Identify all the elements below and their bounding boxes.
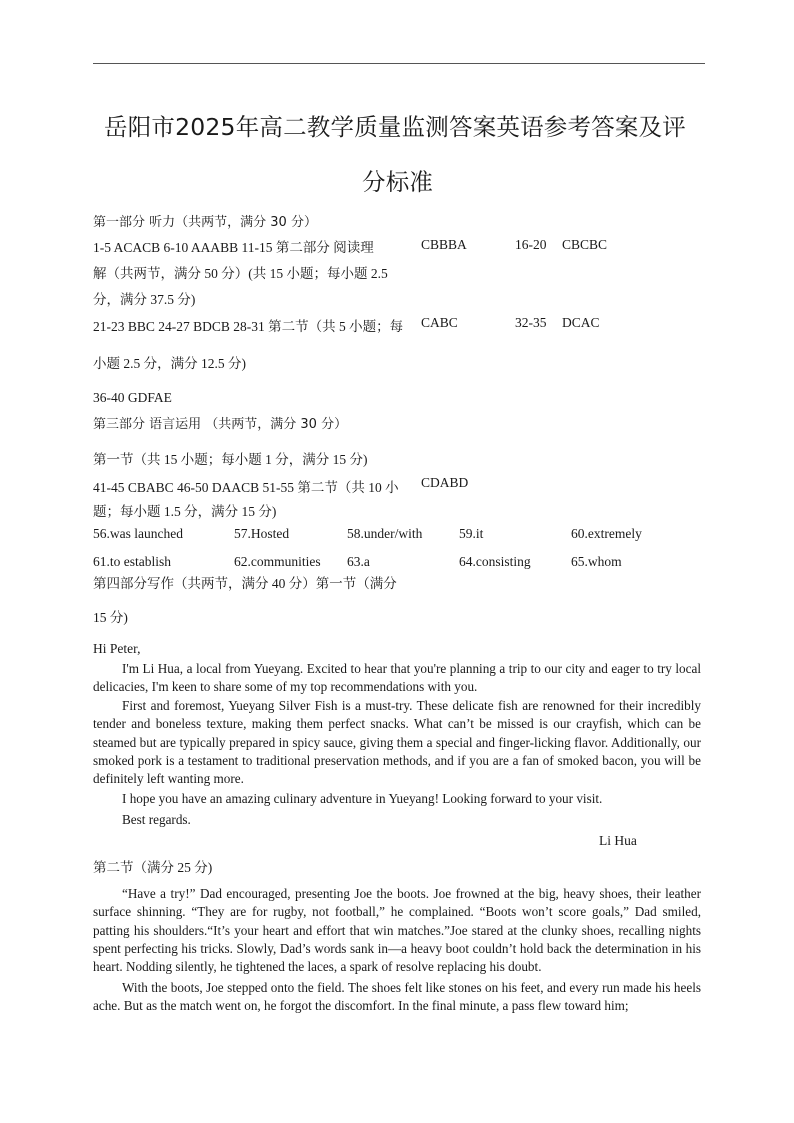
answer-64: 64.consisting <box>459 554 531 569</box>
part4-heading-continued: 15 分) <box>93 610 128 625</box>
part1-line1: 1-5 ACACB 6-10 AAABB 11-15 第二部分 阅读理 <box>93 240 374 255</box>
answer-58: 58.under/with <box>347 526 423 541</box>
letter-signature: Li Hua <box>599 833 637 848</box>
part1-answer-dcac: DCAC <box>562 315 600 330</box>
part3-heading: 第三部分 语言运用 （共两节，满分 30 分） <box>93 417 348 432</box>
story-paragraph-2: With the boots, Joe stepped onto the field. The shoes felt like stones on his feet, and every run made his heels ache. But as the match went on, he forgot the discomfort. In the final minute, a pass flew toward him; <box>93 980 701 1014</box>
part3-line2: 题；每小题 1.5 分，满分 15 分) <box>93 504 277 519</box>
answer-60: 60.extremely <box>571 526 642 541</box>
top-rule <box>93 63 705 64</box>
part1-line2: 解（共两节，满分 50 分）(共 15 小题；每小题 2.5 <box>93 266 388 281</box>
letter-closing: Best regards. <box>122 812 191 827</box>
part1-heading: 第一部分 听力（共两节，满分 30 分） <box>93 215 317 230</box>
answer-56: 56.was launched <box>93 526 183 541</box>
part1-line3: 分，满分 37.5 分) <box>93 292 196 307</box>
part1-range-32-35: 32-35 <box>515 315 547 330</box>
part1-answer-cbbba: CBBBA <box>421 237 467 252</box>
part1-range-16-20: 16-20 <box>515 237 547 252</box>
answer-62: 62.communities <box>234 554 321 569</box>
answer-57: 57.Hosted <box>234 526 290 541</box>
part3-answer-cdabd: CDABD <box>421 475 469 490</box>
answer-61: 61.to establish <box>93 554 171 569</box>
part4-section2: 第二节（满分 25 分) <box>93 860 213 875</box>
letter-greeting: Hi Peter, <box>93 641 141 656</box>
letter-paragraph-1: I'm Li Hua, a local from Yueyang. Excited to hear that you're planning a trip to our city and eager to try local delicacies, I'm keen to share some of my top recommendations with you. <box>93 661 701 695</box>
story-paragraph-1: “Have a try!” Dad encouraged, presenting Joe the boots. Joe frowned at the big, heavy shoes, their leather surface shinning. “They are for rugby, not football,” he complained. “Boots won’t score goals,” Dad smiled, patting his shoulders.“It’s your heart and effort that win matches.”Joe stared at the clunky shoes, recalling nights spent perfecting his tricks. Slowly, Dad’s words sank in—a heavy boot couldn’t hold back the determination in his heart. Nodding silently, he tightened the laces, a spark of resolve replacing his doubt. <box>93 886 701 975</box>
answer-65: 65.whom <box>571 554 622 569</box>
part1-line4: 21-23 BBC 24-27 BDCB 28-31 第二节（共 5 小题；每 <box>93 319 404 334</box>
answer-59: 59.it <box>459 526 484 541</box>
part4-heading: 第四部分写作（共两节，满分 40 分）第一节（满分 <box>93 576 397 591</box>
part1-line6: 36-40 GDFAE <box>93 390 172 405</box>
page-title: 岳阳市2025年高二教学质量监测答案英语参考答案及评 <box>104 113 687 141</box>
answer-63: 63.a <box>347 554 370 569</box>
letter-paragraph-2: First and foremost, Yueyang Silver Fish is a must-try. These delicate fish are renowned for their incredibly tender and boneless texture, making them perfect snacks. What can’t be missed is our crayfish, which can be steamed but are typically prepared in spicy sauce, giving them a special and finger-licking flavor. Additionally, our smoked pork is a testament to traditional preservation methods, and if you are a fan of smoked bacon, you will be definitely left wanting more. <box>93 698 701 787</box>
part3-section1: 第一节（共 15 小题；每小题 1 分，满分 15 分) <box>93 452 368 467</box>
letter-paragraph-3: I hope you have an amazing culinary adventure in Yueyang! Looking forward to your visit. <box>122 791 603 806</box>
part3-line1: 41-45 CBABC 46-50 DAACB 51-55 第二节（共 10 小 <box>93 480 399 495</box>
part1-answer-cabc: CABC <box>421 315 458 330</box>
page-title-continued: 分标准 <box>362 168 434 196</box>
part1-line5: 小题 2.5 分，满分 12.5 分) <box>93 356 246 371</box>
part1-answer-cbcbc: CBCBC <box>562 237 608 252</box>
